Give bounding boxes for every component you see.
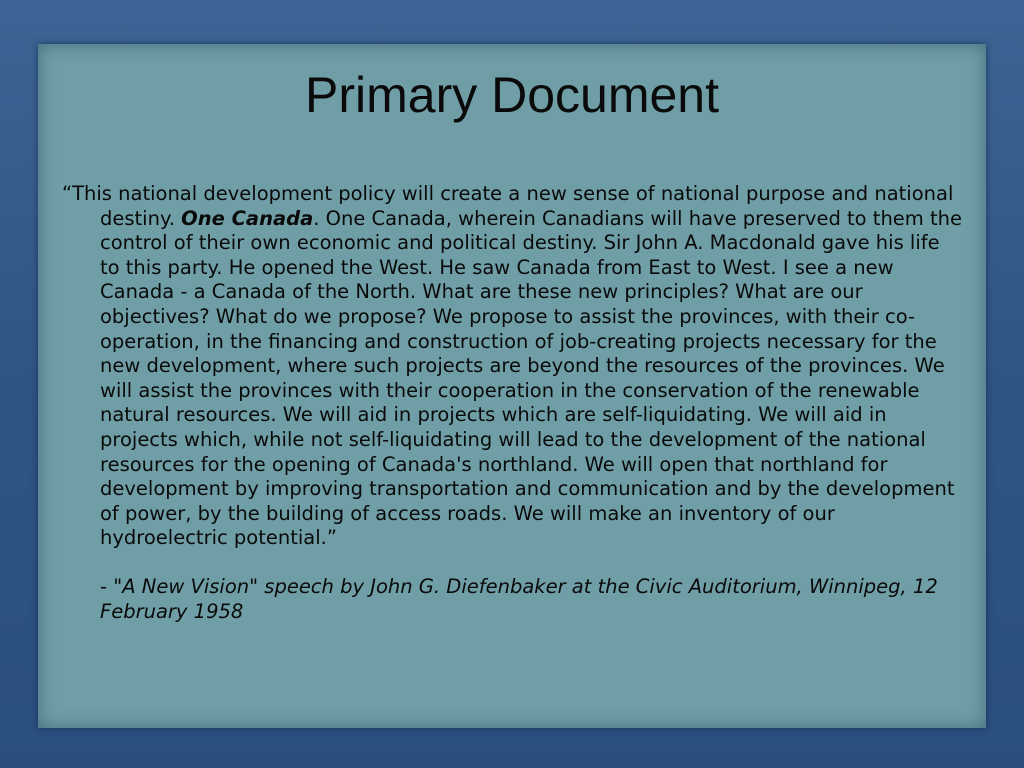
slide-body: [62, 182, 962, 624]
quote-text-start: “This national development policy will create a new sense of national purpose and national destiny.: [62, 182, 954, 230]
slide-title: Primary Document: [305, 67, 719, 123]
quote-emphasis: One Canada: [181, 206, 314, 230]
citation-text: A New Vision" speech by John G. Diefenbaker at the Civic Auditorium, Winnipeg, 12 February 1958: [100, 574, 938, 623]
quote-paragraph: [62, 182, 962, 551]
quote-text-end: . One Canada, wherein Canadians will have preserved to them the control of their own economic and political destiny. Sir John A. Macdonald gave his life to this party. He opened the West. He saw Canada from East to West. I see a new Canada - a Canada of the North. What are these new principles? What are our objectives? What do we propose? We propose to assist the provinces, with their co-operation, in the financing and construction of job-creating projects necessary for the new development, where such projects are beyond the resources of the provinces. We will assist the provinces with their cooperation in the conservation of the renewable natural resources. We will aid in projects which are self-liquidating. We will aid in projects which, while not self-liquidating will lead to the development of the national resources for the opening of Canada's northland. We will open that northland for development by improving transportation and communication and by the development of power, by the building of access roads. We will make an inventory of our hydroelectric potential.”: [100, 206, 962, 550]
citation-prefix: - ": [100, 574, 123, 598]
citation: [100, 575, 962, 624]
